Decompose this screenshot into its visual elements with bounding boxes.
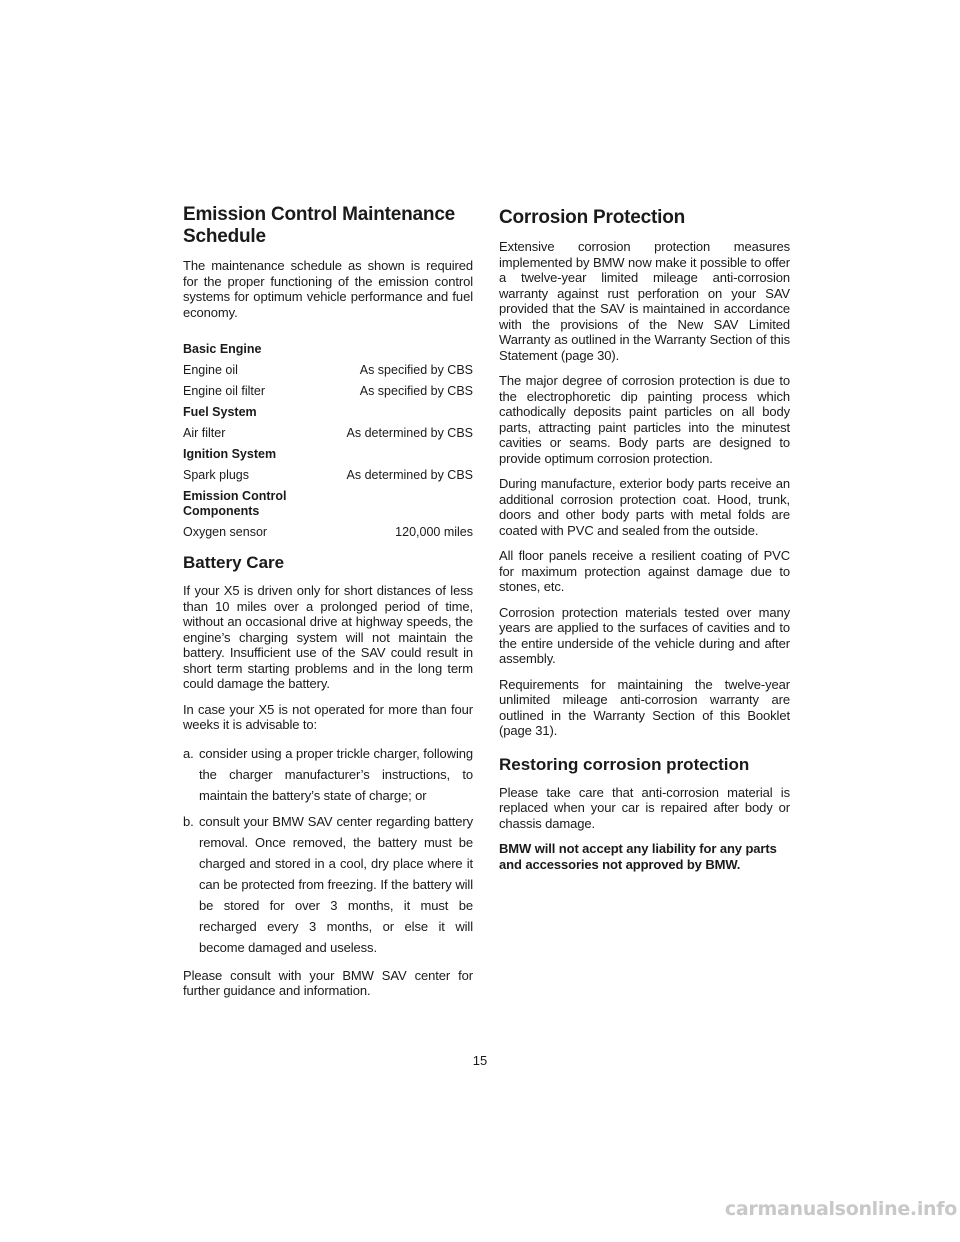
- schedule-value: As specified by CBS: [359, 384, 473, 398]
- schedule-item: Air filter: [183, 426, 226, 440]
- list-marker: b.: [183, 813, 194, 829]
- schedule-value: As specified by CBS: [359, 363, 473, 377]
- battery-advice-list: [183, 743, 473, 958]
- schedule-value: As determined by CBS: [346, 468, 473, 482]
- page-number: 15: [472, 1053, 488, 1068]
- battery-paragraph-1: If your X5 is driven only for short distances of less than 10 miles over a prolonged period of time, without an occasional drive at highway speeds, the engine’s charging system will not maintain the battery. Insufficient use of the SAV could result in short term starting problems and in the long term could damage the battery.: [183, 583, 473, 691]
- schedule-value: 120,000 miles: [395, 525, 473, 539]
- corrosion-paragraph-5: Corrosion protection materials tested over many years are applied to the surfaces of cavities and to the entire underside of the vehicle during and after assembly.: [499, 604, 790, 666]
- list-item-text: consider using a proper trickle charger, following the charger manufacturer’s instructions, to maintain the battery’s state of charge; or: [199, 745, 473, 803]
- maintenance-schedule: [183, 342, 473, 540]
- schedule-row-oxygen-sensor: [183, 525, 473, 540]
- emission-schedule-title: Emission Control Maintenance Schedule: [183, 204, 456, 247]
- schedule-group-basic-engine: Basic Engine: [183, 342, 262, 356]
- corrosion-paragraph-4: All floor panels receive a resilient coating of PVC for maximum protection against damage due to stones, etc.: [499, 548, 790, 594]
- left-column: [183, 204, 473, 1009]
- schedule-row-engine-oil-filter: [183, 384, 473, 399]
- schedule-group-fuel-system: Fuel System: [183, 405, 257, 419]
- corrosion-paragraph-3: During manufacture, exterior body parts receive an additional corrosion protection coat. Hood, trunk, doors and other body parts with metal folds are coated with PVC and sealed from the outside.: [499, 476, 790, 538]
- schedule-value: As determined by CBS: [346, 426, 473, 440]
- schedule-item: Oxygen sensor: [183, 525, 268, 539]
- schedule-row-air-filter: [183, 426, 473, 441]
- list-marker: a.: [183, 745, 194, 761]
- liability-notice: BMW will not accept any liability for any parts and accessories not approved by BMW.: [499, 841, 777, 872]
- corrosion-paragraph-1: Extensive corrosion protection measures implemented by BMW now make it possible to offer a twelve-year limited mileage anti-corrosion warranty against rust perforation on your SAV provided that the SAV is maintained in accordance with the provisions of the New SAV Limited Warranty as outlined in the Warranty Section of this Statement (page 30).: [499, 239, 790, 363]
- schedule-row-engine-oil: [183, 363, 473, 378]
- restoring-corrosion-title: Restoring corrosion protection: [499, 754, 750, 774]
- corrosion-protection-title: Corrosion Protection: [499, 207, 686, 228]
- list-item: [183, 743, 473, 806]
- right-column: [499, 204, 790, 882]
- schedule-group-emission-components: Emission Control Components: [183, 489, 287, 518]
- schedule-item: Engine oil: [183, 363, 238, 377]
- schedule-group-ignition-system: Ignition System: [183, 447, 277, 461]
- watermark-link[interactable]: carmanualsonline.info: [724, 1198, 957, 1220]
- schedule-item: Engine oil filter: [183, 384, 265, 398]
- list-item: [183, 811, 473, 958]
- schedule-row-spark-plugs: [183, 468, 473, 483]
- corrosion-paragraph-6: Requirements for maintaining the twelve-year unlimited mileage anti-corrosion warranty are outlined in the Warranty Section of this Booklet (page 31).: [499, 676, 790, 738]
- battery-paragraph-2: In case your X5 is not operated for more than four weeks it is advisable to:: [183, 701, 473, 732]
- battery-paragraph-3: Please consult with your BMW SAV center for further guidance and information.: [183, 967, 473, 998]
- corrosion-paragraph-2: The major degree of corrosion protection is due to the electrophoretic dip painting process which cathodically deposits paint particles on all body parts, attracting paint particles into the minutest cavities or seams. Body parts are designed to provide optimum corrosion protection.: [499, 373, 790, 466]
- battery-care-title: Battery Care: [183, 553, 285, 572]
- restoring-paragraph-1: Please take care that anti-corrosion material is replaced when your car is repaired after body or chassis damage.: [499, 784, 790, 831]
- emission-intro: The maintenance schedule as shown is required for the proper functioning of the emission control systems for optimum vehicle performance and fuel economy.: [183, 258, 473, 320]
- list-item-text: consult your BMW SAV center regarding battery removal. Once removed, the battery must be charged and stored in a cool, dry place where it can be protected from freezing. If the battery will be stored for over 3 months, it must be recharged every 3 months, or else it will become damaged and useless.: [199, 813, 473, 955]
- schedule-item: Spark plugs: [183, 468, 250, 482]
